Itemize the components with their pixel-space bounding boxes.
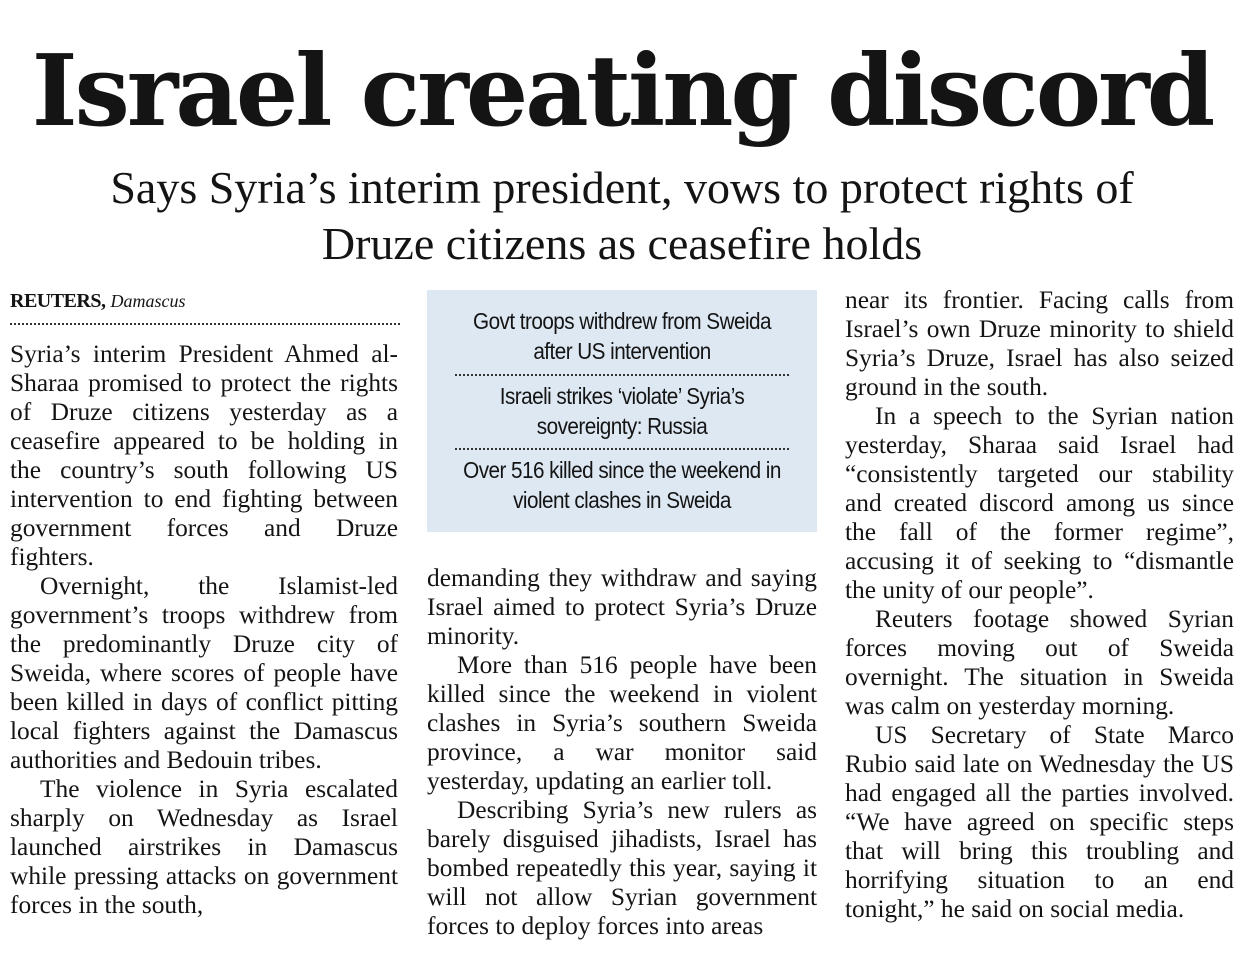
subheadline-line-1: Says Syria’s interim president, vows to protect rights of	[110, 162, 1134, 213]
paragraph: US Secretary of State Marco Rubio said late on Wednesday the US had engaged all the parties involved. “We have agreed on specific steps that will bring this troubling and horrifying situation to an end tonight,” he said on social media.	[845, 721, 1234, 923]
paragraph: Reuters footage showed Syrian forces moving out of Sweida overnight. The situation in Sweida was calm on yesterday morning.	[845, 605, 1234, 720]
highlight-item: Over 516 killed since the weekend in violent clashes in Sweida	[463, 457, 781, 513]
article-column-1	[10, 340, 398, 952]
paragraph: In a speech to the Syrian nation yesterday, Sharaa said Israel had “consistently targeted our stability and created discord among us since the fall of the former regime”, accusing it of seeking to “dismantle the unity of our people”.	[845, 402, 1234, 604]
highlight-item: Israeli strikes ‘violate’ Syria’s sovereignty: Russia	[499, 383, 745, 439]
byline-agency: REUTERS,	[10, 290, 106, 312]
paragraph: Overnight, the Islamist-led government’s troops withdrew from the predominantly Druze city of Sweida, where scores of people have been killed in days of conflict pitting local fighters against the Damascus authorities and Bedouin tribes.	[10, 572, 398, 774]
byline-location: Damascus	[110, 291, 186, 311]
highlight-divider	[455, 374, 789, 376]
paragraph: near its frontier. Facing calls from Israel’s own Druze minority to shield Syria’s Druze, Israel has also seized ground in the south.	[845, 286, 1234, 401]
article-column-2	[427, 564, 817, 954]
paragraph: Syria’s interim President Ahmed al-Sharaa promised to protect the rights of Druze citizens yesterday as a ceasefire appeared to be holding in the country’s south following US intervention to end fighting between government forces and Druze fighters.	[10, 340, 398, 571]
byline-divider	[10, 323, 400, 325]
article-column-3	[845, 286, 1234, 956]
paragraph: Describing Syria’s new rulers as barely disguised jihadists, Israel has bombed repeatedly this year, saying it will not allow Syrian government forces to deploy forces into areas	[427, 796, 817, 940]
paragraph: demanding they withdraw and saying Israel aimed to protect Syria’s Druze minority.	[427, 564, 817, 650]
highlights-box	[427, 290, 817, 532]
subheadline	[0, 160, 1244, 272]
headline: Israel creating discord	[31, 34, 1213, 149]
paragraph: The violence in Syria escalated sharply on Wednesday as Israel launched airstrikes in Damascus while pressing attacks on government forces in the south,	[10, 775, 398, 919]
subheadline-line-2: Druze citizens as ceasefire holds	[321, 218, 923, 269]
paragraph: More than 516 people have been killed since the weekend in violent clashes in Syria’s southern Sweida province, a war monitor said yesterday, updating an earlier toll.	[427, 651, 817, 795]
highlight-divider	[455, 448, 789, 450]
highlight-item: Govt troops withdrew from Sweida after US intervention	[473, 308, 771, 364]
byline	[10, 288, 400, 314]
